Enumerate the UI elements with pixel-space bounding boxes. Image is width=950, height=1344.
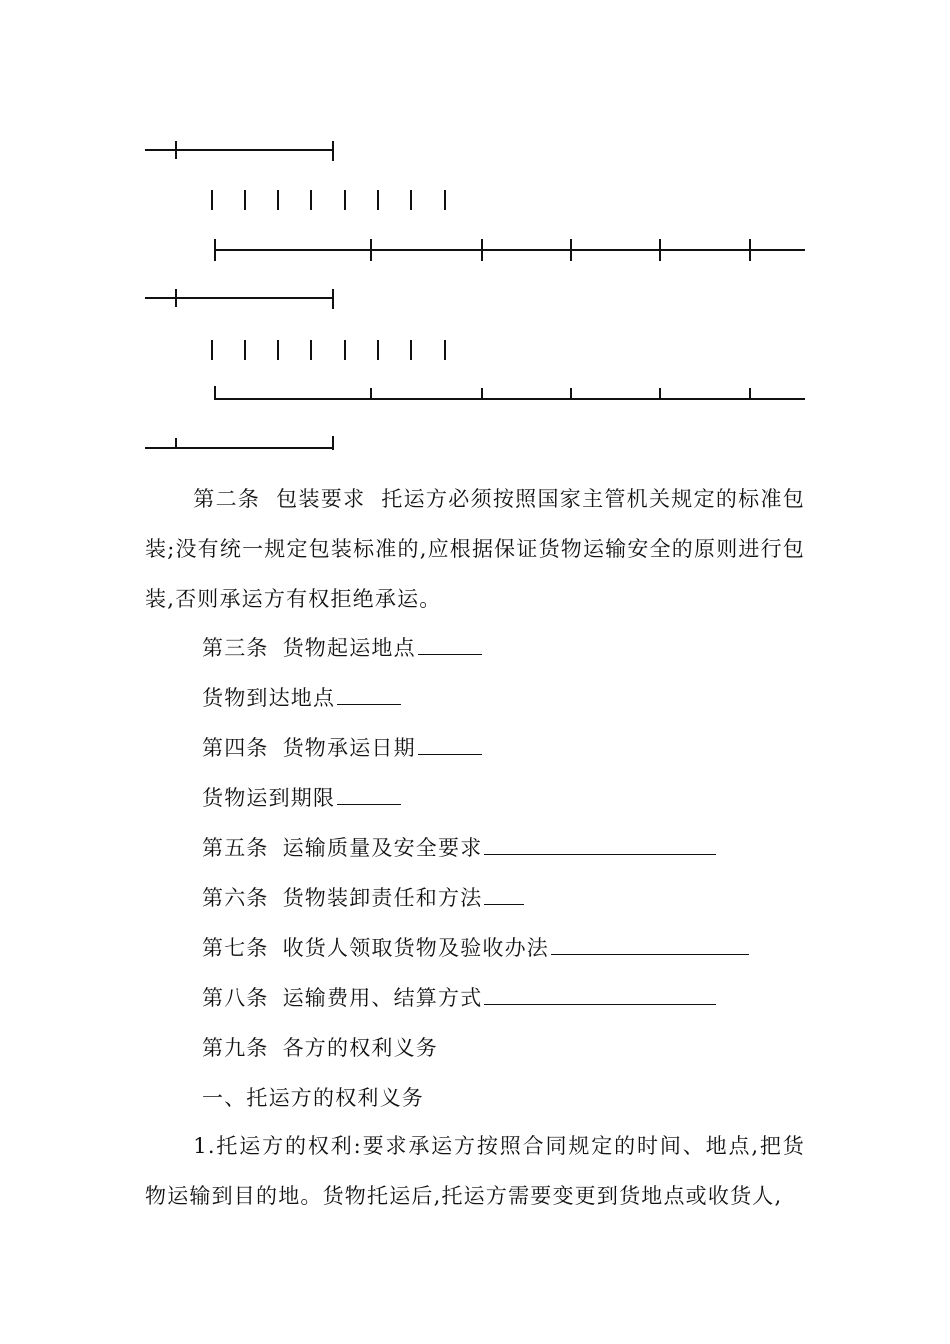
fill-blank[interactable] (484, 834, 716, 855)
item-label: 货物承运日期 (282, 736, 416, 760)
article-3-origin (202, 633, 482, 663)
item-label: 运输费用、结算方式 (282, 986, 483, 1010)
fill-blank[interactable] (418, 634, 482, 655)
article-2-text: 托运方必须按照国家主管机关规定的标准包装;没有统一规定包装标准的,应根据保证货物运输安全的原则进行包装,否则承运方有权拒绝承运。 (145, 487, 805, 611)
item-number: 第九条 (202, 1036, 269, 1060)
article-2-number: 第二条 (193, 487, 261, 511)
item-label: 货物到达地点 (202, 686, 336, 710)
article-5-quality (202, 833, 716, 863)
article-6-loading (202, 883, 524, 913)
item-label: 货物起运地点 (282, 636, 416, 660)
item-label: 收货人领取货物及验收办法 (282, 936, 550, 960)
item-label: 运输质量及安全要求 (282, 836, 483, 860)
item-number: 第三条 (202, 636, 269, 660)
item-label: 货物装卸责任和方法 (282, 886, 483, 910)
table-border-lines (0, 0, 950, 470)
section-heading (202, 1083, 424, 1113)
consignor-rights-paragraph (145, 1121, 805, 1221)
article-3-destination (202, 683, 401, 713)
article-9-rights (202, 1033, 438, 1063)
item-label: 各方的权利义务 (282, 1036, 439, 1060)
section-1-title: 一、托运方的权利义务 (202, 1086, 424, 1110)
item-number: 第七条 (202, 936, 269, 960)
article-4-deadline (202, 783, 401, 813)
fill-blank[interactable] (484, 984, 716, 1005)
article-4-date (202, 733, 482, 763)
item-number: 第五条 (202, 836, 269, 860)
item-number: 第八条 (202, 986, 269, 1010)
item-number: 第六条 (202, 886, 269, 910)
item-number: 第四条 (202, 736, 269, 760)
item-label: 货物运到期限 (202, 786, 336, 810)
article-2-heading: 包装要求 (276, 487, 366, 511)
fill-blank[interactable] (418, 734, 482, 755)
article-8-fees (202, 983, 716, 1013)
article-2-paragraph (145, 474, 805, 624)
article-7-receipt (202, 933, 749, 963)
fill-blank[interactable] (484, 884, 524, 905)
paragraph-text: 1.托运方的权利:要求承运方按照合同规定的时间、地点,把货物运输到目的地。货物托运后,托运方需要变更到货地点或收货人, (145, 1134, 805, 1208)
fill-blank[interactable] (337, 684, 401, 705)
fill-blank[interactable] (551, 934, 749, 955)
fill-blank[interactable] (337, 784, 401, 805)
